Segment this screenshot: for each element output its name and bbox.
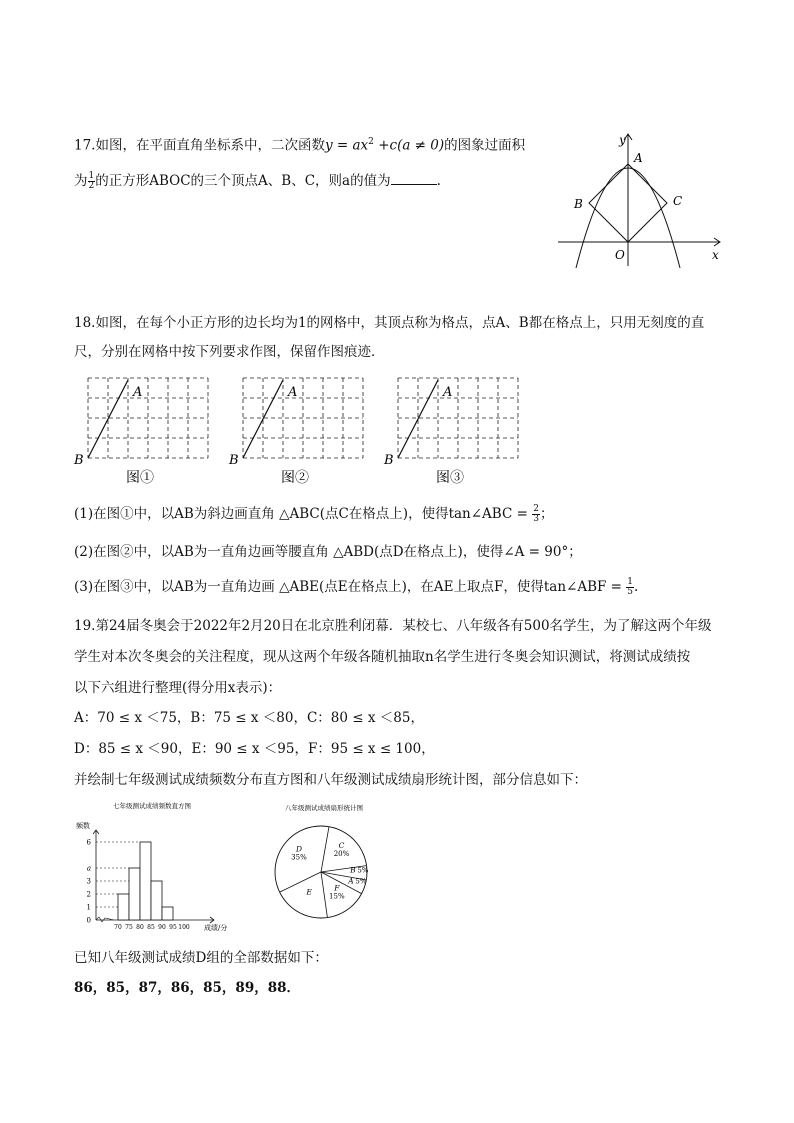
pie-slice-value-D: 35%	[291, 853, 307, 862]
q17-figure	[548, 128, 728, 268]
q19-line2: 学生对本次冬奥会的关注程度，现从这两个年级各随机抽取n名学生进行冬奥会知识测试，将测试成绩按	[74, 649, 691, 665]
q18-sub1-den: 3	[533, 514, 539, 524]
q19-line5: 已知八年级测试成绩D组的全部数据如下：	[74, 950, 328, 966]
pie-slice-value-F: 15%	[329, 892, 345, 901]
q18-grid-1-label-B: B	[74, 453, 84, 468]
q17-formula: y = ax	[324, 137, 369, 154]
q19-line4: 并绘制七年级测试成绩频数分布直方图和八年级测试成绩扇形统计图，部分信息如下：	[74, 772, 587, 788]
q18-grid-2-caption: 图②	[281, 470, 309, 486]
q18-sub1-text: (1)在图①中，以AB为斜边画直角 △ABC(点C在格点上)，使得tan∠ABC =	[74, 506, 533, 522]
q19-pie-chart	[264, 800, 384, 935]
q18-sub2: (2)在图②中，以AB为一直角边画等腰直角 △ABD(点D在格点上)，使得∠A = 90°；	[74, 544, 582, 560]
q18-grid-1-segment-AB	[88, 380, 128, 458]
pie-slice-label-D: D	[295, 844, 302, 854]
q18-grid-2-label-B: B	[229, 453, 239, 468]
q17-end: .	[436, 173, 441, 189]
q17-line2-pre: 为	[74, 173, 88, 189]
histogram-ytick-a: a	[86, 864, 91, 873]
q18-sub3	[74, 578, 638, 597]
q18-grid-3-segment-AB	[398, 380, 438, 458]
histogram-axis-break	[96, 917, 114, 922]
histogram-bar-85-90	[151, 881, 162, 920]
q19-groups-1: A：70 ≤ x ＜75，B：75 ≤ x ＜80，C：80 ≤ x ＜85，	[74, 710, 424, 726]
q19-data-line: 86，85，87，86，85，89，88．	[74, 980, 301, 996]
histogram-ylabel: 频数	[76, 822, 90, 830]
pie-slice-value-B: 5%	[357, 866, 369, 875]
q18-sub1-fraction	[532, 505, 540, 524]
q18-sub3-num: 1	[627, 577, 633, 587]
q17-label-B: B	[574, 197, 583, 211]
histogram-ytick-6: 6	[86, 838, 91, 847]
q17-lead: 17.如图，在平面直角坐标系中，二次函数	[74, 137, 325, 154]
pie-slice-label-C: C	[338, 841, 345, 851]
histogram-xtick-80: 80	[136, 924, 144, 931]
q17-label-y: y	[619, 133, 626, 147]
q17-line2-post: 的正方形ABOC的三个顶点A、B、C，则a的值为	[95, 173, 391, 189]
q18-grid-2-lines	[243, 378, 363, 458]
pie-plot	[275, 826, 369, 918]
q17-label-x: x	[712, 248, 719, 262]
histogram-xtick-75: 75	[125, 924, 133, 931]
q18-grid-2	[225, 372, 370, 490]
q18-grid-figures	[70, 372, 530, 490]
q17-answer-blank[interactable]	[391, 172, 437, 185]
q18-grid-3-label-A: A	[443, 385, 453, 400]
q18-sub1-end: ；	[539, 506, 554, 522]
pie-slice-label-E: E	[306, 887, 312, 897]
q18-sub3-den: 5	[627, 587, 633, 597]
histogram-bar-70-75	[118, 894, 129, 920]
q17-label-O: O	[615, 248, 625, 262]
histogram-xtick-90: 90	[158, 924, 166, 931]
q18-grid-3-lines	[398, 378, 518, 458]
histogram-ytick-3: 3	[86, 877, 91, 886]
q17-frac-num: 1	[88, 171, 95, 181]
q18-sub1-num: 2	[533, 504, 539, 514]
q18-sub1	[74, 505, 553, 524]
q17-formula-sup: 2	[368, 137, 374, 147]
q17-line2	[74, 172, 441, 191]
q18-grid-3	[380, 372, 525, 490]
histogram-ytick-2: 2	[86, 890, 91, 899]
histogram-plot	[87, 830, 214, 931]
pie-slice-value-C: 20%	[333, 850, 350, 859]
q19-line3: 以下六组进行整理(得分用x表示)：	[74, 680, 282, 696]
q17-formula-tail: +c(a ≠ 0)	[373, 137, 445, 154]
q19-groups-2: D：85 ≤ x ＜90，E：90 ≤ x ＜95，F：95 ≤ x ≤ 100，	[74, 741, 435, 757]
histogram-title: 七年级测试成绩频数直方图	[113, 802, 191, 810]
q17-label-C: C	[673, 194, 683, 208]
q19-line1: 19.第24届冬奥会于2022年2月20日在北京胜利闭幕．某校七、八年级各有500名学生，为了解这两个年级	[74, 618, 712, 634]
q18-grid-1-caption: 图①	[126, 470, 154, 486]
histogram-xtick-85: 85	[147, 924, 155, 931]
pie-slice-label-F: F	[334, 883, 340, 893]
pie-slice-label-A: A	[348, 876, 354, 886]
q18-grid-1-lines	[88, 378, 208, 458]
q18-grid-2-label-A: A	[288, 385, 298, 400]
histogram-xtick-95: 95	[169, 924, 177, 931]
q18-sub3-text: (3)在图③中，以AB为一直角边画 △ABE(点E在格点上)，在AE上取点F，使得tan∠ABF =	[74, 579, 627, 595]
q18-sub3-end: .	[634, 579, 639, 595]
histogram-bar-80-85	[140, 842, 151, 920]
q19-histogram	[76, 798, 236, 933]
q18-grid-1	[70, 372, 215, 490]
q18-grid-3-caption: 图③	[436, 470, 464, 486]
histogram-xtick-70: 70	[114, 924, 122, 931]
pie-title: 八年级测试成绩扇形统计图	[285, 804, 363, 812]
histogram-xlabel: 成绩/分	[204, 924, 228, 932]
q18-line2: 尺，分别在网格中按下列要求作图，保留作图痕迹．	[74, 344, 385, 360]
pie-slice-value-A: 5%	[355, 877, 367, 886]
q17-frac-den: 2	[88, 181, 95, 191]
q17-label-A: A	[634, 151, 643, 165]
histogram-ytick-1: 1	[86, 903, 91, 912]
histogram-bar-90-95	[162, 907, 173, 920]
pie-slice-label-B: B	[350, 865, 356, 875]
q18-grid-3-label-B: B	[384, 453, 394, 468]
histogram-ytick-0: 0	[86, 916, 91, 925]
q18-grid-2-segment-AB	[243, 380, 283, 458]
q18-sub3-fraction	[626, 578, 634, 597]
q17-line1	[74, 133, 525, 155]
q18-grid-1-label-A: A	[133, 385, 143, 400]
q17-after-formula: 的图象过面积	[444, 137, 526, 154]
histogram-bar-75-80	[129, 868, 140, 920]
q18-line1: 18.如图，在每个小正方形的边长均为1的网格中，其顶点称为格点，点A、B都在格点上，只用无刻度的直	[74, 315, 705, 331]
histogram-xtick-100: 100	[178, 924, 190, 931]
